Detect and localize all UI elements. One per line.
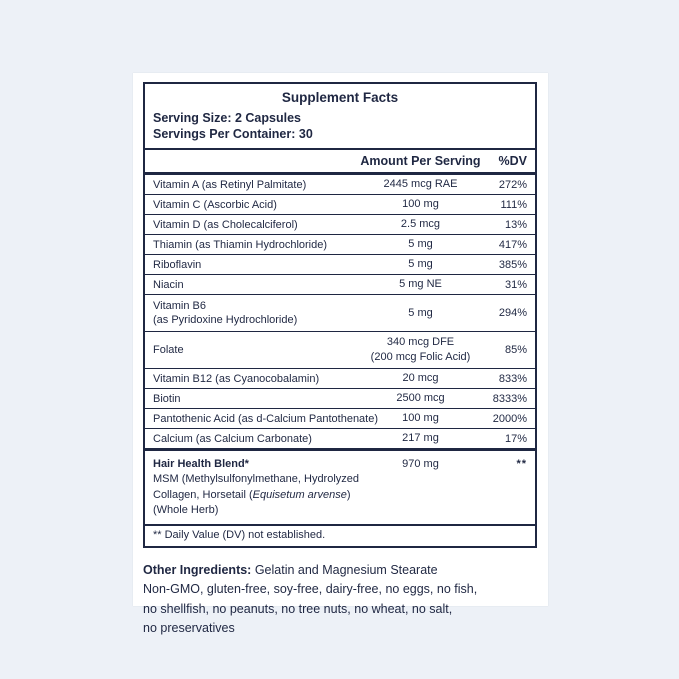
other-ingredients-heading: Other Ingredients: [143, 562, 252, 577]
table-row [145, 235, 535, 255]
table-row [145, 389, 535, 409]
row-label: Vitamin B12 (as Cyanocobalamin) [153, 372, 320, 385]
row-dv: 17% [504, 432, 527, 445]
row-amount: 2500 mcg [396, 392, 445, 404]
table-row [145, 195, 535, 215]
table-row [145, 295, 535, 332]
row-amount: 5 mg [408, 306, 433, 319]
row-amount: 5 mg NE [399, 278, 442, 290]
other-ingredients-section [143, 561, 536, 639]
serving-size: Serving Size: 2 Capsules [153, 111, 301, 125]
servings-per-container: Servings Per Container: 30 [153, 126, 313, 141]
row-label: Folate [153, 344, 184, 356]
dv-footnote: ** Daily Value (DV) not established. [153, 528, 326, 541]
blend-description-line1: MSM (Methylsulfonylmethane, Hydrolyzed [153, 473, 360, 485]
row-amount: 20 mcg [402, 372, 439, 384]
other-ingredients-value: Gelatin and Magnesium Stearate [254, 562, 438, 577]
table-row [145, 275, 535, 295]
row-amount: 2.5 mcg [400, 218, 441, 230]
table-row [145, 429, 535, 451]
row-dv: 31% [504, 278, 527, 291]
row-amount: 217 mg [402, 432, 439, 444]
column-header-row [145, 148, 535, 175]
row-dv: 385% [498, 258, 527, 271]
allergen-line: no preservatives [143, 621, 235, 635]
row-amount [353, 335, 488, 365]
row-dv: 2000% [492, 412, 527, 425]
row-label-line2: (as Pyridoxine Hydrochloride) [153, 314, 298, 326]
blend-name: Hair Health Blend* [153, 457, 249, 470]
row-dv: 272% [498, 178, 527, 191]
product-label-card [133, 73, 548, 635]
row-dv: 294% [498, 307, 527, 319]
row-dv: 13% [504, 218, 527, 231]
allergen-line: Non-GMO, gluten-free, soy-free, dairy-free, no eggs, no fish, [143, 582, 478, 596]
row-amount-line1: 340 mcg DFE [386, 336, 455, 348]
table-row [145, 409, 535, 429]
row-amount-line2: (200 mcg Folic Acid) [370, 351, 471, 363]
blend-dv: ** [516, 457, 527, 470]
table-row [145, 175, 535, 195]
facts-header [145, 84, 535, 148]
table-row [145, 369, 535, 389]
row-dv: 417% [498, 238, 527, 251]
row-amount: 100 mg [402, 412, 439, 424]
row-label: Pantothenic Acid (as d-Calcium Pantothenate) [153, 412, 379, 425]
row-label: Vitamin C (Ascorbic Acid) [153, 198, 277, 211]
row-amount: 5 mg [408, 238, 433, 250]
row-dv: 8333% [492, 392, 527, 405]
row-amount: 100 mg [402, 198, 439, 210]
row-label: Thiamin (as Thiamin Hydrochloride) [153, 238, 328, 251]
blend-amount: 970 mg [402, 457, 439, 470]
row-label: Biotin [153, 392, 181, 405]
allergen-line: no shellfish, no peanuts, no tree nuts, no wheat, no salt, [143, 601, 453, 616]
latin-name: Equisetum arvense [252, 488, 347, 501]
column-dv-header: %DV [498, 154, 527, 168]
row-amount: 2445 mcg RAE [383, 178, 458, 190]
other-ingredients-line [143, 561, 536, 581]
row-label: Riboflavin [153, 258, 202, 271]
column-amount-header: Amount Per Serving [360, 154, 481, 168]
row-label: Calcium (as Calcium Carbonate) [153, 432, 312, 445]
blend-row [145, 451, 535, 526]
table-row [145, 215, 535, 235]
blend-description-line2: Collagen, Horsetail (Equisetum arvense) [153, 488, 351, 501]
supplement-facts-panel [143, 82, 537, 548]
table-row [145, 255, 535, 275]
blend-description-line3: (Whole Herb) [153, 504, 219, 516]
row-dv: 833% [498, 372, 527, 385]
blend-description [153, 472, 527, 519]
row-dv: 111% [500, 198, 527, 211]
row-label: Vitamin D (as Cholecalciferol) [153, 218, 298, 231]
row-label-line1: Vitamin B6 [153, 300, 206, 312]
row-label: Niacin [153, 278, 184, 291]
table-row [145, 332, 535, 369]
row-dv: 85% [504, 344, 527, 356]
panel-title: Supplement Facts [281, 90, 399, 105]
nutrient-rows [145, 175, 535, 451]
row-label [153, 299, 353, 327]
blend-header [153, 455, 527, 472]
row-amount: 5 mg [408, 258, 433, 270]
row-label: Vitamin A (as Retinyl Palmitate) [153, 178, 307, 191]
